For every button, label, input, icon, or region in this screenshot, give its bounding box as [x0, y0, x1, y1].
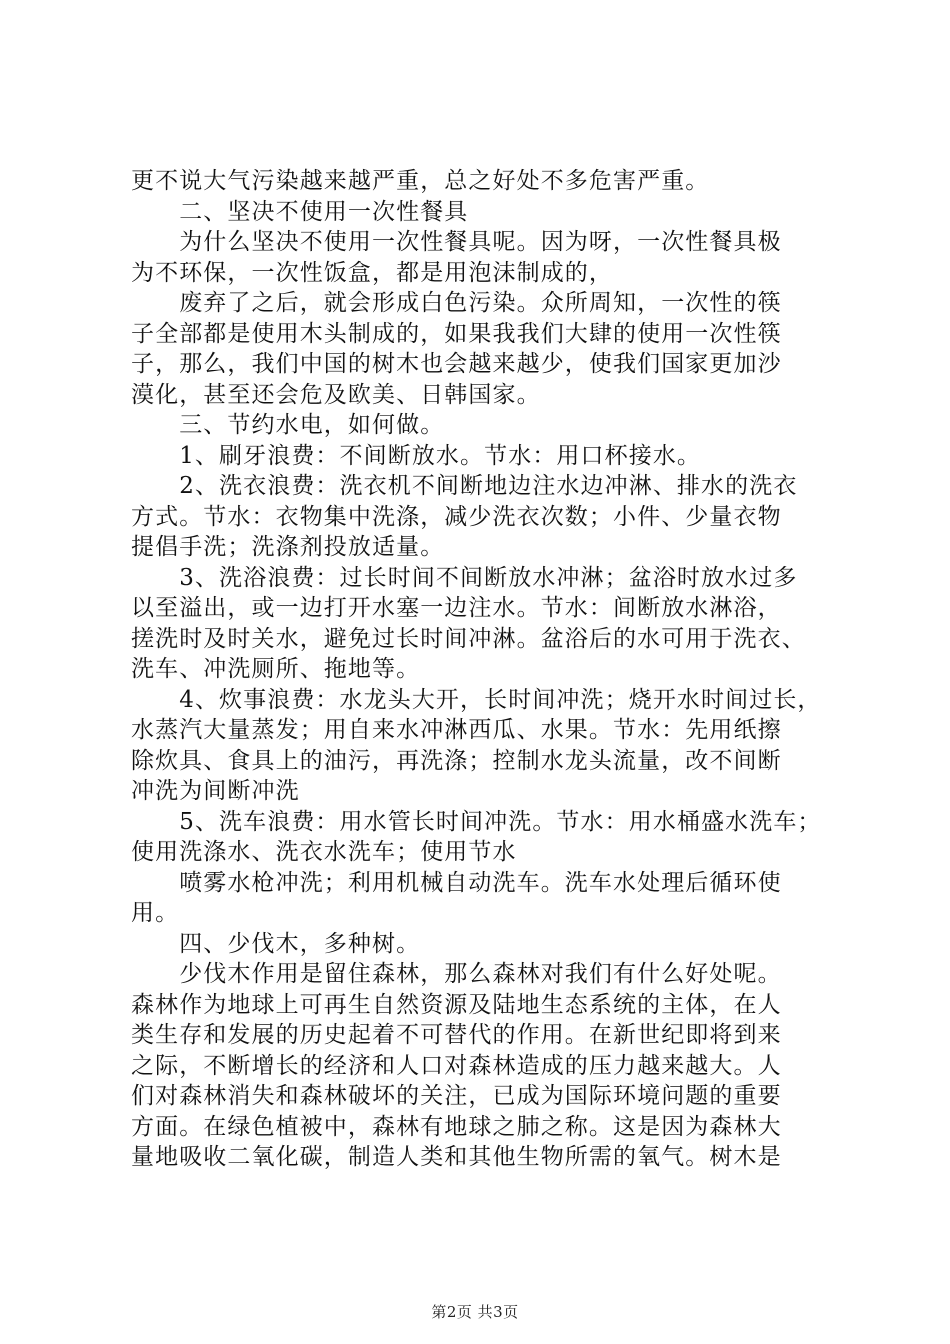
section-heading: 四、少伐木，多种树。: [131, 930, 421, 957]
text-line: 类生存和发展的历史起着不可替代的作用。在新世纪即将到来: [131, 1022, 782, 1048]
text-line: 子全部都是使用木头制成的，如果我我们大肆的使用一次性筷: [131, 320, 782, 347]
text-line: 用。: [131, 900, 180, 926]
document-body: [131, 166, 831, 1173]
text-line: 水蒸汽大量蒸发；用自来水冲淋西瓜、水果。节水：先用纸擦: [131, 717, 782, 743]
text-line: 废弃了之后，就会形成白色污染。众所周知，一次性的筷: [131, 290, 782, 316]
text-line: 1、刷牙浪费：不间断放水。节水：用口杯接水。: [131, 442, 702, 469]
text-line: 5、洗车浪费：用水管长时间冲洗。节水：用水桶盛水洗车；: [131, 808, 822, 835]
text-line: 冲洗为间断冲洗: [131, 778, 300, 804]
text-line: 使用洗涤水、洗衣水洗车；使用节水: [131, 839, 517, 865]
text-line: 提倡手洗；洗涤剂投放适量。: [131, 534, 445, 560]
text-line: 之际，不断增长的经济和人口对森林造成的压力越来越大。人: [131, 1052, 782, 1079]
section-heading: 三、节约水电，如何做。: [131, 412, 445, 438]
text-line: 为什么坚决不使用一次性餐具呢。因为呀，一次性餐具极: [131, 229, 782, 255]
text-line: 子，那么，我们中国的树木也会越来越少，使我们国家更加沙: [131, 351, 782, 377]
text-line: 更不说大气污染越来越严重，总之好处不多危害严重。: [131, 168, 710, 194]
text-line: 量地吸收二氧化碳，制造人类和其他生物所需的氧气。树木是: [131, 1144, 782, 1170]
text-line: 少伐木作用是留住森林，那么森林对我们有什么好处呢。: [131, 961, 782, 987]
text-line: 洗车、冲洗厕所、拖地等。: [131, 656, 421, 682]
text-line: 3、洗浴浪费：过长时间不间断放水冲淋；盆浴时放水过多: [131, 564, 798, 591]
text-line: 为不环保，一次性饭盒，都是用泡沫制成的，: [131, 259, 613, 286]
text-line: 以至溢出，或一边打开水塞一边注水。节水：间断放水淋浴，: [131, 595, 782, 621]
text-line: 搓洗时及时关水，避免过长时间冲淋。盆浴后的水可用于洗衣、: [131, 625, 806, 652]
text-line: 方面。在绿色植被中，森林有地球之肺之称。这是因为森林大: [131, 1113, 782, 1140]
text-line: 喷雾水枪冲洗；利用机械自动洗车。洗车水处理后循环使: [131, 869, 782, 896]
section-heading: 二、坚决不使用一次性餐具: [131, 198, 469, 225]
text-line: 方式。节水：衣物集中洗涤，减少洗衣次数；小件、少量衣物: [131, 503, 782, 530]
text-line: 们对森林消失和森林破坏的关注，已成为国际环境问题的重要: [131, 1083, 782, 1109]
text-line: 除炊具、食具上的油污，再洗涤；控制水龙头流量，改不间断: [131, 747, 782, 774]
text-line: 漠化，甚至还会危及欧美、日韩国家。: [131, 381, 541, 408]
page-number-footer: 第2页 共3页: [431, 1303, 519, 1321]
text-line: 2、洗衣浪费：洗衣机不间断地边注水边冲淋、排水的洗衣: [131, 473, 798, 499]
text-line: 4、炊事浪费：水龙头大开，长时间冲洗；烧开水时间过长，: [131, 686, 822, 713]
text-line: 森林作为地球上可再生自然资源及陆地生态系统的主体，在人: [131, 991, 782, 1018]
